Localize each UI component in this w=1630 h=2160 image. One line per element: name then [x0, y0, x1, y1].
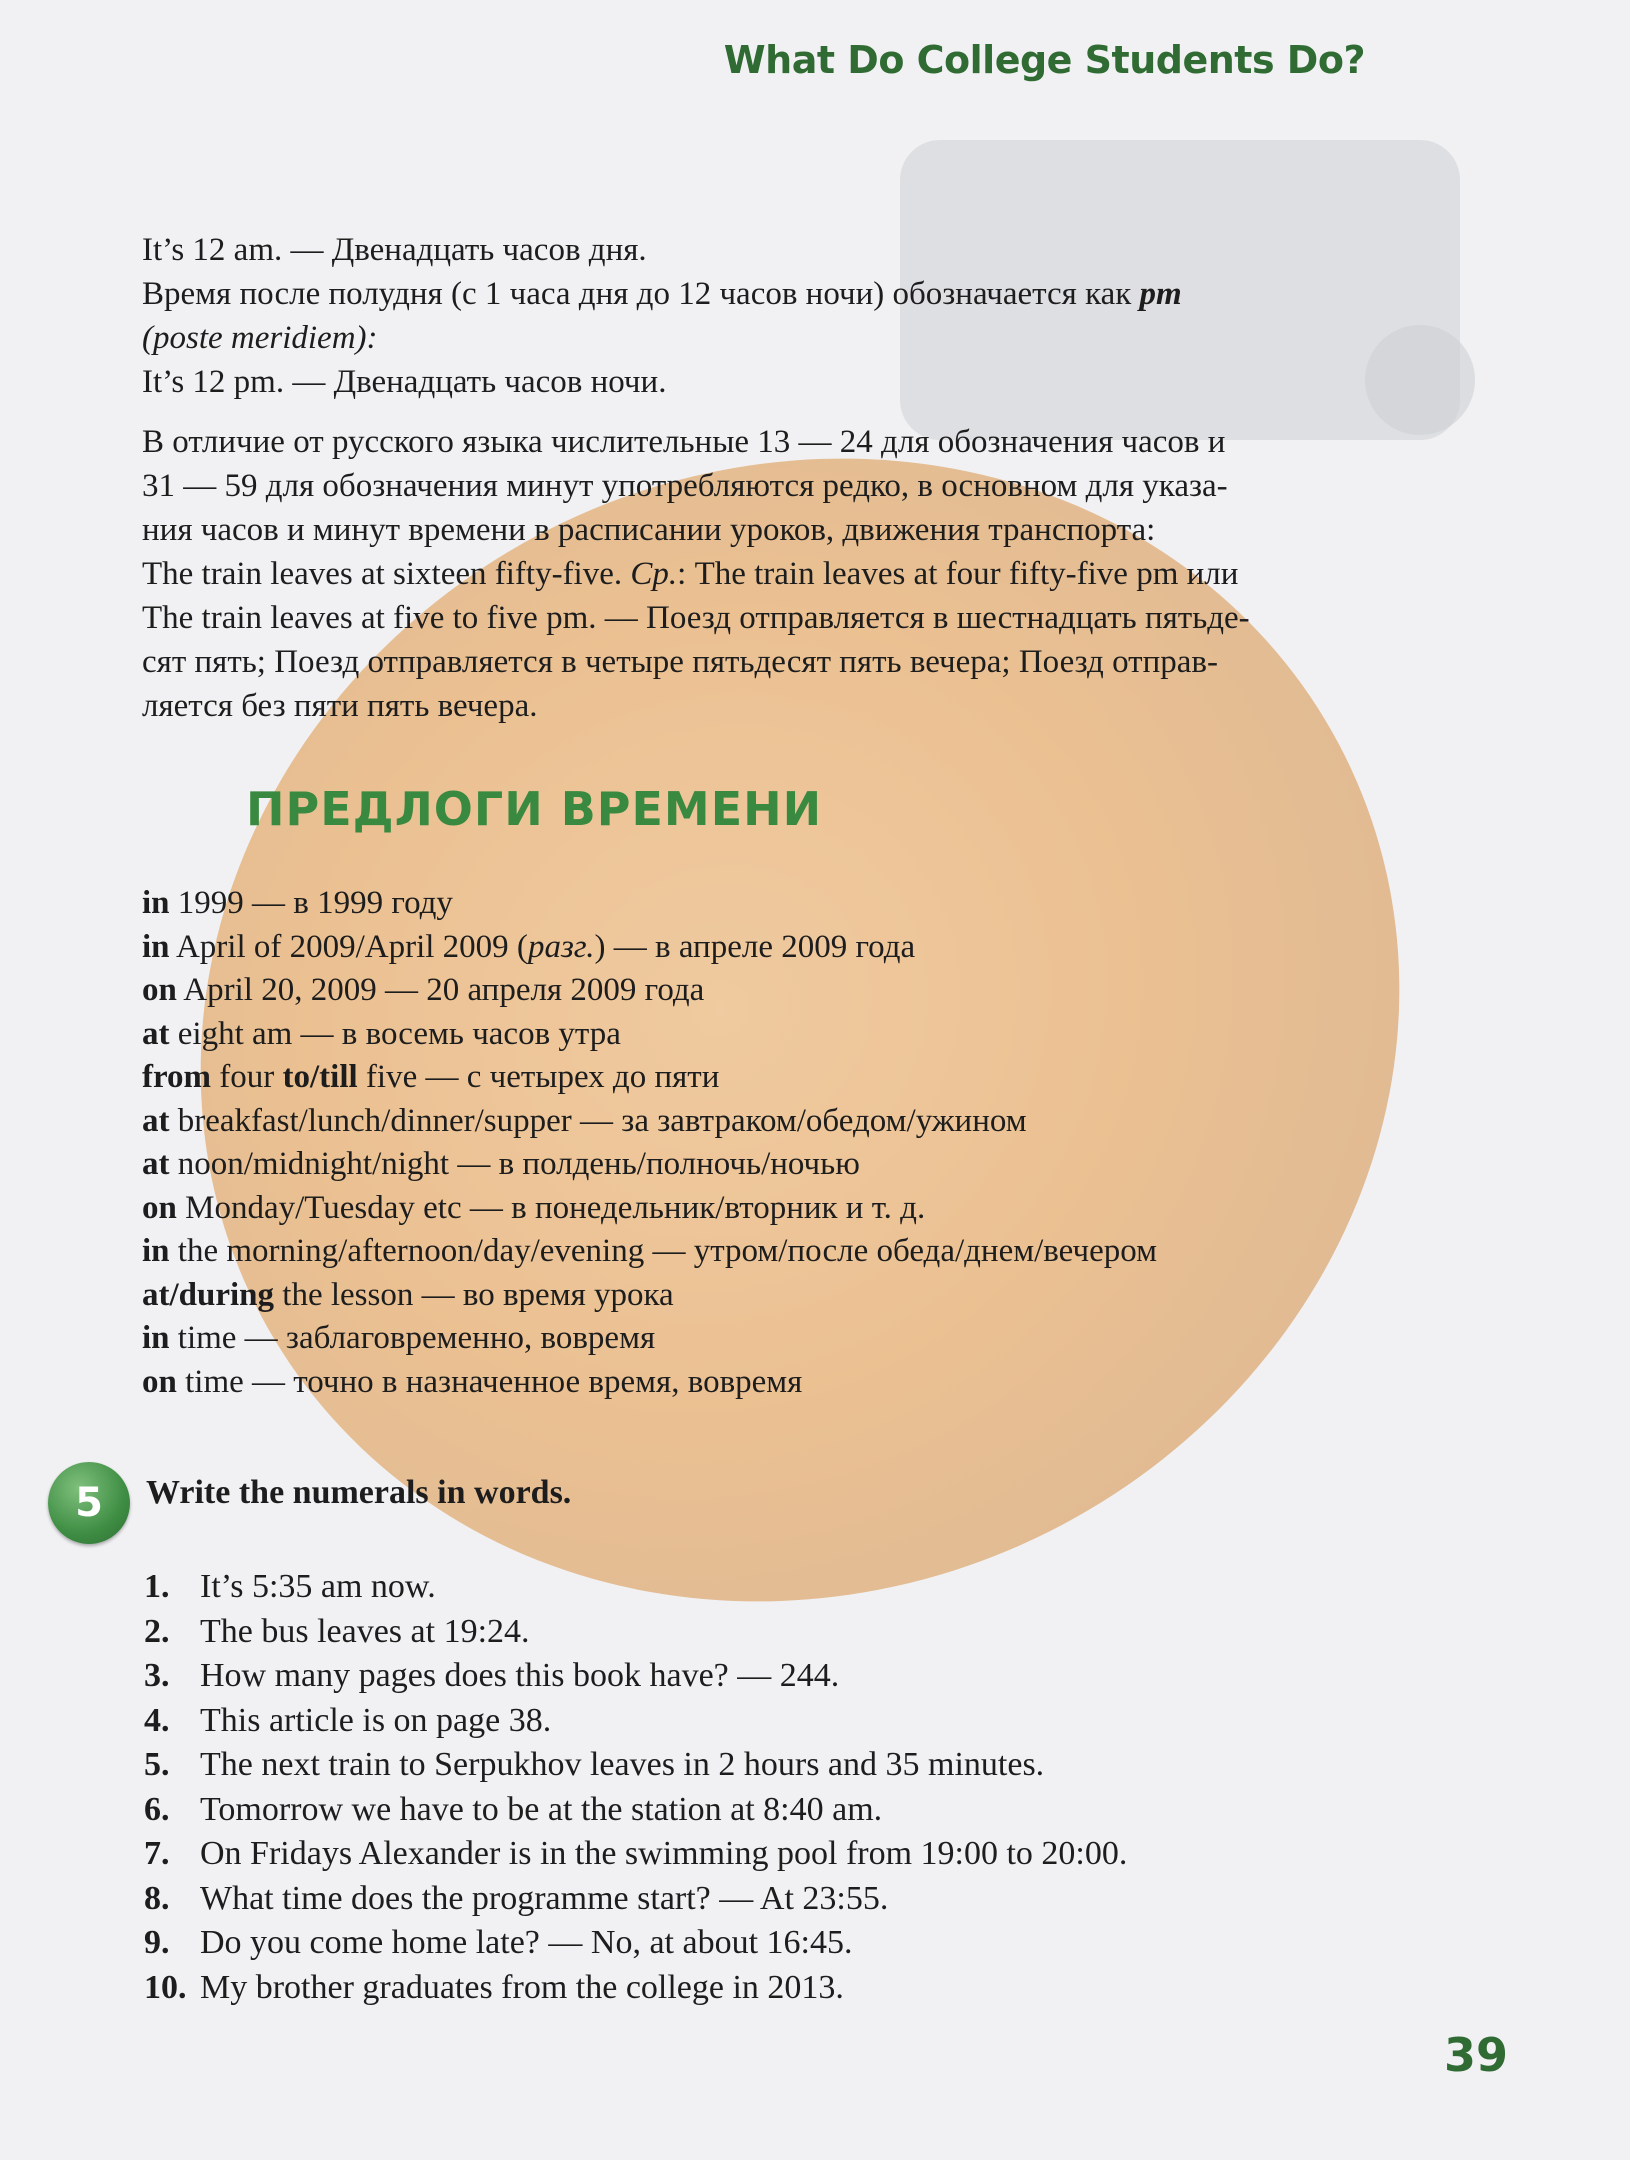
item-text: How many pages does this book have? — 244. — [200, 1657, 840, 1694]
preposition-text: five — с четырех до пяти — [357, 1059, 720, 1095]
item-text: This article is on page 38. — [200, 1701, 552, 1739]
exercise-item — [144, 1699, 1127, 1744]
preposition-word: at — [142, 1146, 170, 1182]
preposition-item — [142, 1317, 1157, 1361]
preposition-text: ) — в апреле 2009 года — [594, 928, 916, 965]
exercise-item — [144, 1565, 1127, 1610]
preposition-item — [142, 1013, 1157, 1057]
item-text: On Fridays Alexander is in the swimming pool from 19:00 to 20:00. — [200, 1835, 1128, 1872]
item-text: The bus leaves at 19:24. — [200, 1612, 530, 1650]
paragraph-line: 31 — 59 для обозначения минут употребляются редко, в основном для указа- — [142, 468, 1228, 504]
intro-line: It’s 12 am. — Двенадцать часов дня. — [142, 232, 647, 268]
item-text: My brother graduates from the college in 2013. — [200, 1968, 844, 2006]
section-heading: ПРЕДЛОГИ ВРЕМЕНИ — [246, 782, 823, 836]
preposition-text: the morning/afternoon/day/evening — утром/после обеда/днем/вечером — [169, 1233, 1158, 1269]
preposition-text: April 20, 2009 — 20 апреля 2009 года — [176, 972, 705, 1008]
preposition-item — [142, 1056, 1157, 1100]
item-text: What time does the programme start? — At 23:55. — [200, 1879, 889, 1917]
preposition-text: Monday/Tuesday etc — в понедельник/вторник и т. д. — [176, 1189, 926, 1226]
prepositions-list — [142, 882, 1157, 1404]
preposition-text: noon/midnight/night — в полдень/полночь/ночью — [169, 1146, 860, 1182]
paragraph-line: The train leaves at five to five pm. — Поезд отправляется в шестнадцать пятьде- — [142, 600, 1250, 636]
preposition-word: on — [142, 972, 177, 1008]
intro-line: It’s 12 pm. — Двенадцать часов ночи. — [142, 364, 667, 400]
item-number: 10. — [144, 1968, 187, 2006]
preposition-item — [142, 1361, 1157, 1405]
preposition-item — [142, 1187, 1157, 1231]
preposition-item — [142, 1230, 1157, 1274]
paragraph-line: В отличие от русского языка числительные 13 — 24 для обозначения часов и — [142, 424, 1226, 460]
pm-term: pm — [1139, 276, 1182, 312]
page-header-title: What Do College Students Do? — [723, 38, 1365, 82]
preposition-word: on — [142, 1189, 177, 1226]
paragraph-line — [142, 552, 1250, 596]
preposition-word: in — [142, 1233, 170, 1269]
item-number: 6. — [144, 1790, 170, 1828]
preposition-text: eight am — в восемь часов утра — [169, 1015, 621, 1052]
exercise-item — [144, 1610, 1127, 1655]
exercise-item — [144, 1966, 1127, 2011]
preposition-text: time — заблаговременно, вовремя — [169, 1320, 656, 1356]
preposition-text: four — [211, 1059, 283, 1095]
preposition-text: April of 2009/April 2009 ( — [169, 928, 528, 965]
exercise-item — [144, 1788, 1127, 1833]
item-number: 3. — [144, 1657, 170, 1694]
compare-abbrev: Ср. — [630, 556, 678, 592]
preposition-word: at — [142, 1015, 170, 1052]
exercise-item — [144, 1832, 1127, 1877]
exercise-item — [144, 1877, 1127, 1922]
exercise-item — [144, 1743, 1127, 1788]
item-number: 5. — [144, 1746, 170, 1783]
preposition-text: the lesson — во время урока — [274, 1276, 674, 1313]
exercise-item — [144, 1921, 1127, 1966]
paragraph-text: : The train leaves at four fifty-five pm или — [677, 556, 1239, 592]
item-number: 7. — [144, 1835, 170, 1872]
intro-block — [142, 228, 1182, 404]
preposition-word: from — [142, 1059, 212, 1095]
preposition-item — [142, 1143, 1157, 1187]
preposition-item — [142, 1274, 1157, 1318]
exercise-list — [144, 1565, 1127, 2010]
exercise-item — [144, 1654, 1127, 1699]
item-text: It’s 5:35 am now. — [200, 1568, 436, 1605]
preposition-word: in — [142, 1320, 170, 1356]
preposition-word: in — [142, 885, 170, 921]
preposition-item — [142, 969, 1157, 1013]
preposition-word: in — [142, 928, 170, 965]
preposition-item — [142, 1100, 1157, 1144]
item-text: The next train to Serpukhov leaves in 2 hours and 35 minutes. — [200, 1746, 1045, 1783]
preposition-text: breakfast/lunch/dinner/supper — за завтраком/обедом/ужином — [169, 1102, 1027, 1139]
preposition-word: at — [142, 1102, 170, 1139]
preposition-item — [142, 926, 1157, 970]
paragraph-line: ляется без пяти пять вечера. — [142, 688, 538, 724]
background-circle-decoration — [1365, 325, 1475, 435]
item-text: Do you come home late? — No, at about 16:45. — [200, 1924, 853, 1961]
exercise-number-badge: 5 — [48, 1462, 130, 1544]
preposition-text: time — точно в назначенное время, вовремя — [176, 1363, 803, 1400]
paragraph-line: ния часов и минут времени в расписании уроков, движения транспорта: — [142, 512, 1156, 548]
preposition-word: to/till — [282, 1059, 358, 1095]
intro-line-text: Время после полудня (с 1 часа дня до 12 часов ночи) обозначается как — [142, 276, 1140, 312]
item-number: 1. — [144, 1568, 170, 1605]
intro-line: (poste meridiem): — [142, 320, 378, 356]
item-text: Tomorrow we have to be at the station at 8:40 am. — [200, 1790, 883, 1828]
item-number: 2. — [144, 1612, 170, 1650]
item-number: 9. — [144, 1924, 170, 1961]
item-number: 8. — [144, 1879, 170, 1917]
exercise-title: Write the numerals in words. — [146, 1474, 572, 1511]
explanation-paragraph — [142, 420, 1250, 728]
preposition-text: 1999 — в 1999 году — [169, 885, 453, 921]
preposition-word: at/during — [142, 1276, 275, 1313]
intro-line — [142, 272, 1182, 316]
page-number: 39 — [1443, 2028, 1508, 2082]
colloquial-label: разг. — [527, 928, 595, 965]
item-number: 4. — [144, 1701, 170, 1739]
paragraph-line: сят пять; Поезд отправляется в четыре пятьдесят пять вечера; Поезд отправ- — [142, 644, 1218, 680]
preposition-item — [142, 882, 1157, 926]
preposition-word: on — [142, 1363, 177, 1400]
paragraph-text: The train leaves at sixteen fifty-five. — [142, 556, 631, 592]
